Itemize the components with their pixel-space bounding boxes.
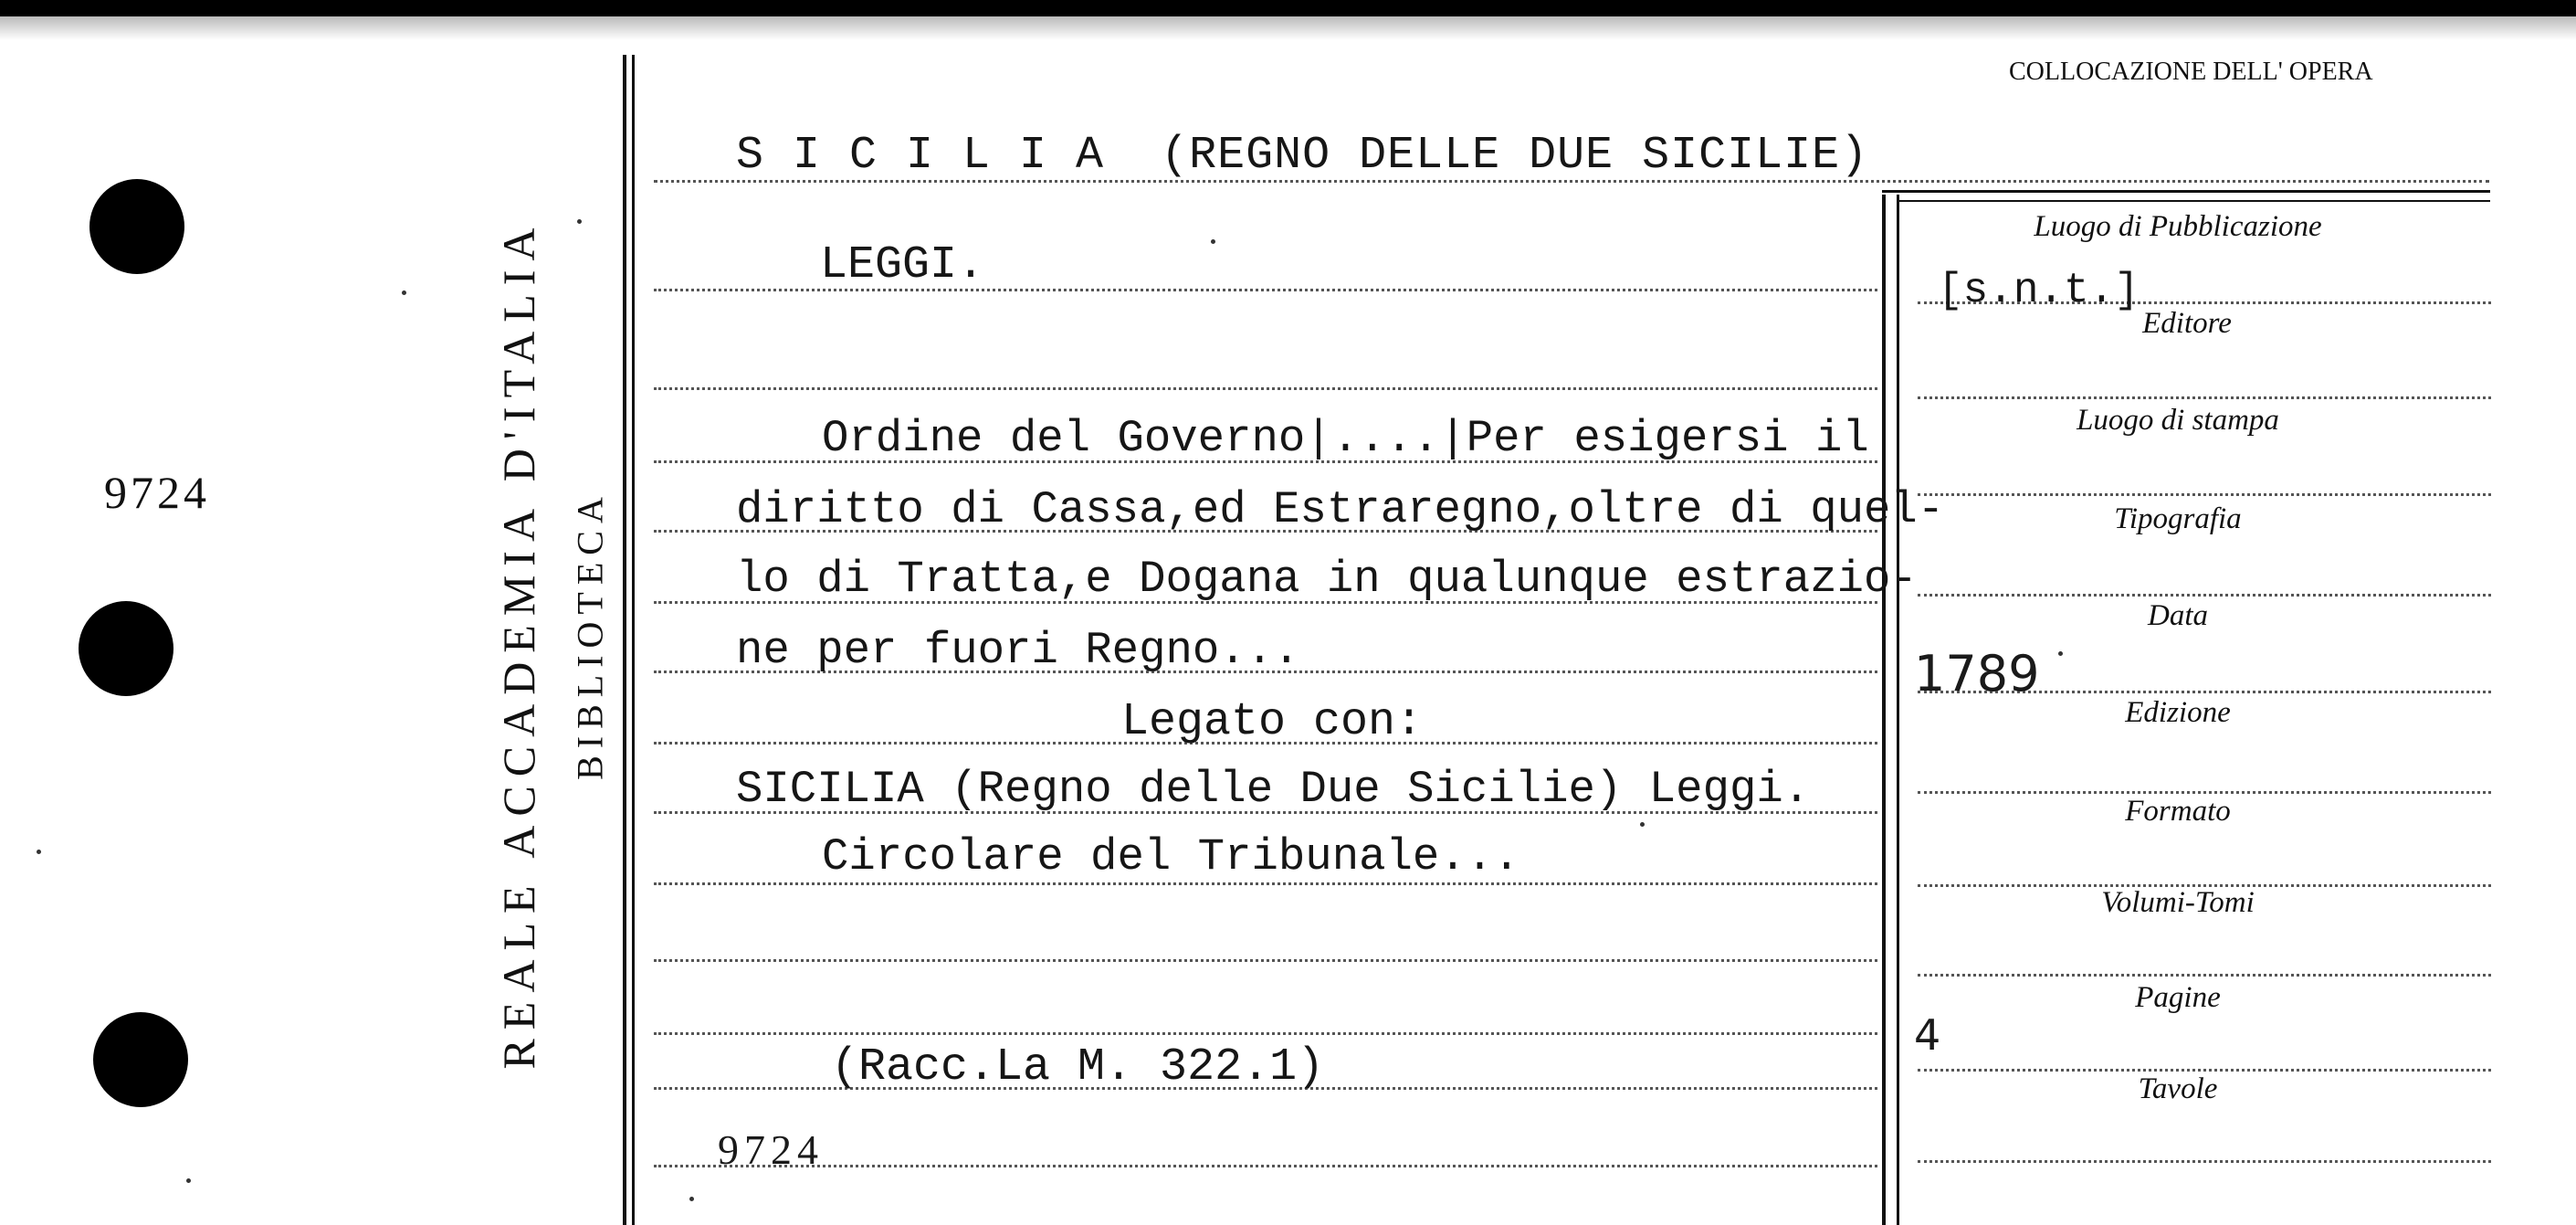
label-edizione: Edizione — [2125, 696, 2231, 729]
value-luogo-pubblicazione: [s.n.t.] — [1938, 267, 2140, 314]
label-editore: Editore — [2142, 307, 2232, 340]
punch-hole-middle — [79, 601, 173, 696]
scan-speck — [689, 1197, 694, 1201]
details-ruled-line — [1918, 594, 2491, 597]
punch-hole-top — [89, 179, 184, 274]
scan-speck — [37, 850, 41, 854]
entry-inventory-number: 9724 — [718, 1126, 824, 1173]
entry-title-line-1: Ordine del Governo|....|Per esigersi il — [822, 413, 1869, 464]
bound-with-label: Legato con: — [1121, 696, 1424, 748]
label-data: Data — [2148, 599, 2208, 632]
ruled-line — [654, 387, 1877, 390]
scan-speck — [2058, 651, 2063, 656]
left-double-rule-a — [623, 55, 626, 1225]
library-name: BIBLIOTECA — [569, 490, 611, 780]
bound-with-line-2: Circolare del Tribunale... — [822, 831, 1520, 882]
right-panel-rule-b — [1897, 195, 1899, 1225]
left-double-rule-b — [632, 55, 635, 1225]
label-volumi-tomi: Volumi-Tomi — [2101, 886, 2255, 919]
scan-top-border — [0, 0, 2576, 16]
punch-hole-bottom — [93, 1012, 188, 1107]
details-ruled-line — [1918, 791, 2491, 794]
label-pagine: Pagine — [2135, 981, 2221, 1014]
scan-speck — [186, 1178, 191, 1183]
entry-heading: S I C I L I A (REGNO DELLE DUE SICILIE) — [736, 130, 1869, 182]
ruled-line — [654, 959, 1877, 962]
ruled-line — [654, 882, 1877, 885]
bound-with-line-1: SICILIA (Regno delle Due Sicilie) Leggi. — [736, 764, 1811, 815]
details-ruled-line — [1918, 493, 2491, 496]
ruled-line — [654, 1165, 1877, 1167]
entry-title-line-2: diritto di Cassa,ed Estraregno,oltre di quel- — [736, 484, 1945, 535]
entry-subheading: LEGGI. — [820, 239, 985, 291]
margin-inventory-number: 9724 — [104, 467, 210, 518]
right-panel-top-rule-b — [1897, 200, 2490, 202]
label-luogo-pubblicazione: Luogo di Pubblicazione — [2034, 210, 2322, 243]
details-ruled-line — [1918, 1160, 2491, 1163]
label-formato: Formato — [2125, 795, 2231, 828]
scan-speck — [402, 290, 406, 295]
scan-speck — [1211, 239, 1215, 244]
label-tavole: Tavole — [2138, 1072, 2218, 1105]
entry-title-line-3: lo di Tratta,e Dogana in qualunque estrazio- — [736, 554, 1918, 605]
scan-top-shadow — [0, 16, 2576, 40]
institution-name: REALE ACCADEMIA D'ITALIA — [493, 218, 544, 1070]
collection-reference: (Racc.La M. 322.1) — [831, 1041, 1325, 1093]
right-panel-rule-a — [1882, 195, 1886, 1225]
label-luogo-stampa: Luogo di stampa — [2077, 404, 2279, 437]
label-tipografia: Tipografia — [2114, 502, 2242, 535]
value-data: 1789 — [1914, 645, 2040, 702]
details-ruled-line — [1918, 974, 2491, 977]
right-panel-top-rule-a — [1882, 190, 2490, 193]
details-ruled-line — [1918, 396, 2491, 399]
collocazione-label: COLLOCAZIONE DELL' OPERA — [2009, 58, 2373, 86]
entry-title-line-4: ne per fuori Regno... — [736, 625, 1300, 676]
ruled-line — [654, 1032, 1877, 1035]
scan-speck — [577, 219, 582, 224]
value-pagine: 4 — [1914, 1010, 1941, 1060]
details-ruled-line — [1918, 1069, 2491, 1072]
scan-speck — [1640, 822, 1645, 827]
